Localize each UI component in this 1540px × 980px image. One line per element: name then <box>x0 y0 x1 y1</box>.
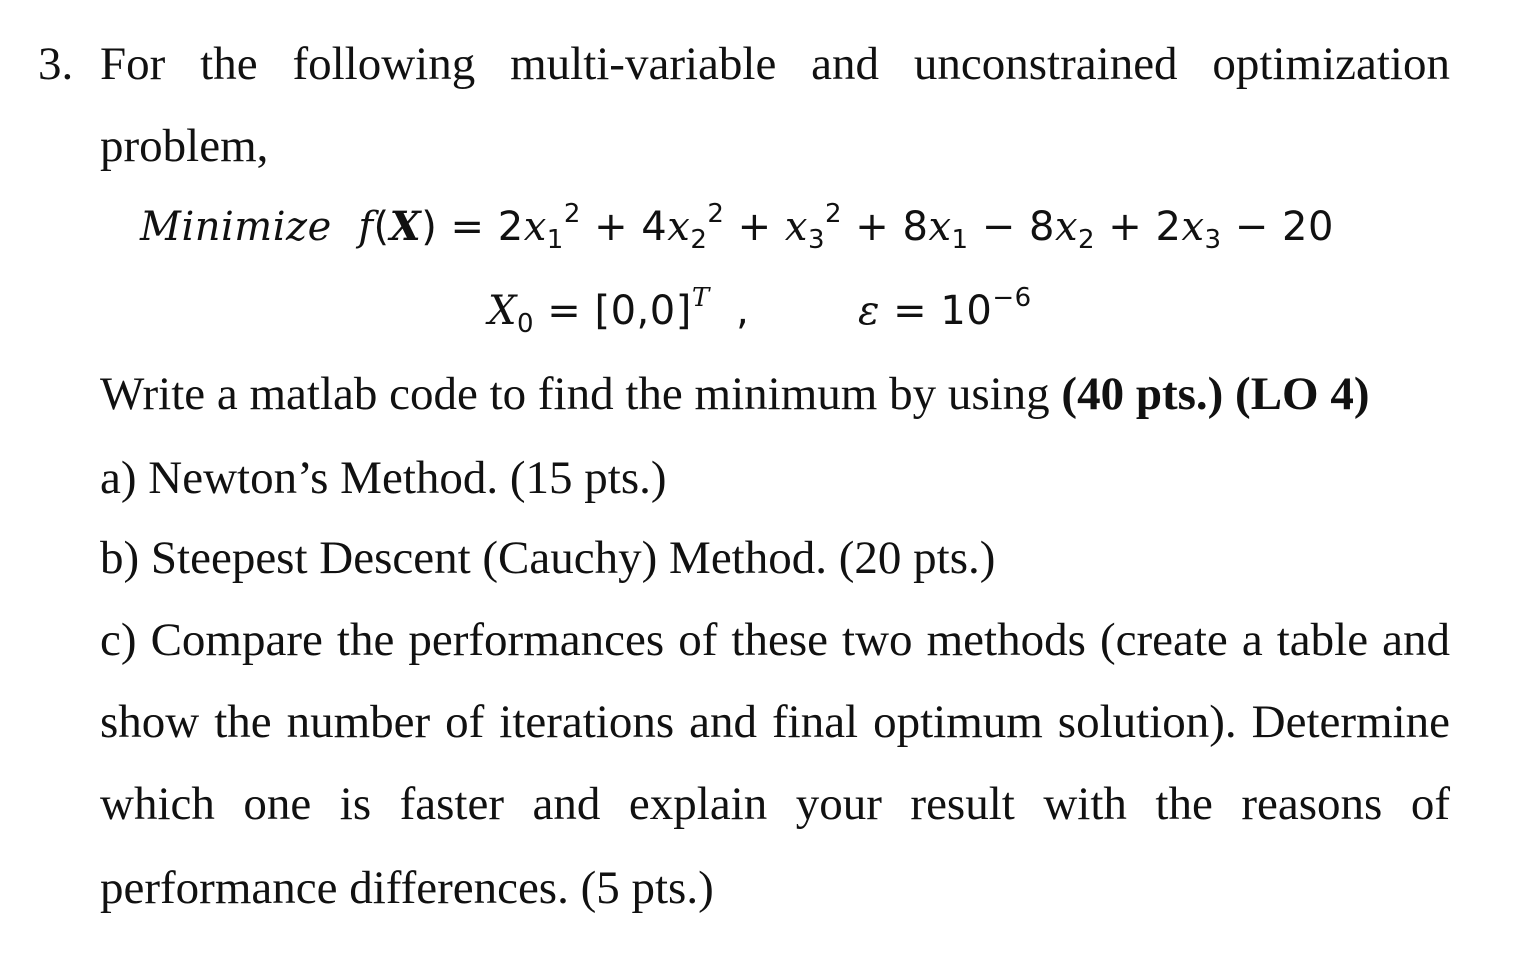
question-number: 3. <box>38 38 74 90</box>
part-c-line-2: show the number of iterations and final optimum solution). Determine <box>100 696 1450 748</box>
function-lhs: f(X) <box>358 203 438 250</box>
task-text: Write a matlab code to find the minimum by using <box>100 368 1062 420</box>
task-points: (40 pts.) (LO 4) <box>1061 368 1370 420</box>
part-b: b) Steepest Descent (Cauchy) Method. (20 pts.) <box>100 532 996 584</box>
part-c-line-4: performance differences. (5 pts.) <box>100 862 714 914</box>
part-c-line-3: which one is faster and explain your result with the reasons of <box>100 778 1450 830</box>
intro-line-2: problem, <box>100 120 269 172</box>
task-line <box>100 366 1370 422</box>
minimize-label: Minimize <box>140 204 332 250</box>
part-c-line-1: c) Compare the performances of these two methods (create a table and <box>100 614 1450 666</box>
initial-point: $X_0 = [0,0]^T$ , <box>488 283 750 339</box>
objective-equation: Minimize $f(X) = 2x_1^2 + 4x_2^2 + x_3^2 + 8x_1 - 8x_2 + 2x_3 - 20$ <box>140 199 1334 255</box>
part-a: a) Newton’s Method. (15 pts.) <box>100 452 667 504</box>
tolerance: $\varepsilon = 10^{-6}$ <box>858 283 1032 334</box>
intro-line-1: For the following multi-variable and unconstrained optimization <box>100 38 1450 90</box>
